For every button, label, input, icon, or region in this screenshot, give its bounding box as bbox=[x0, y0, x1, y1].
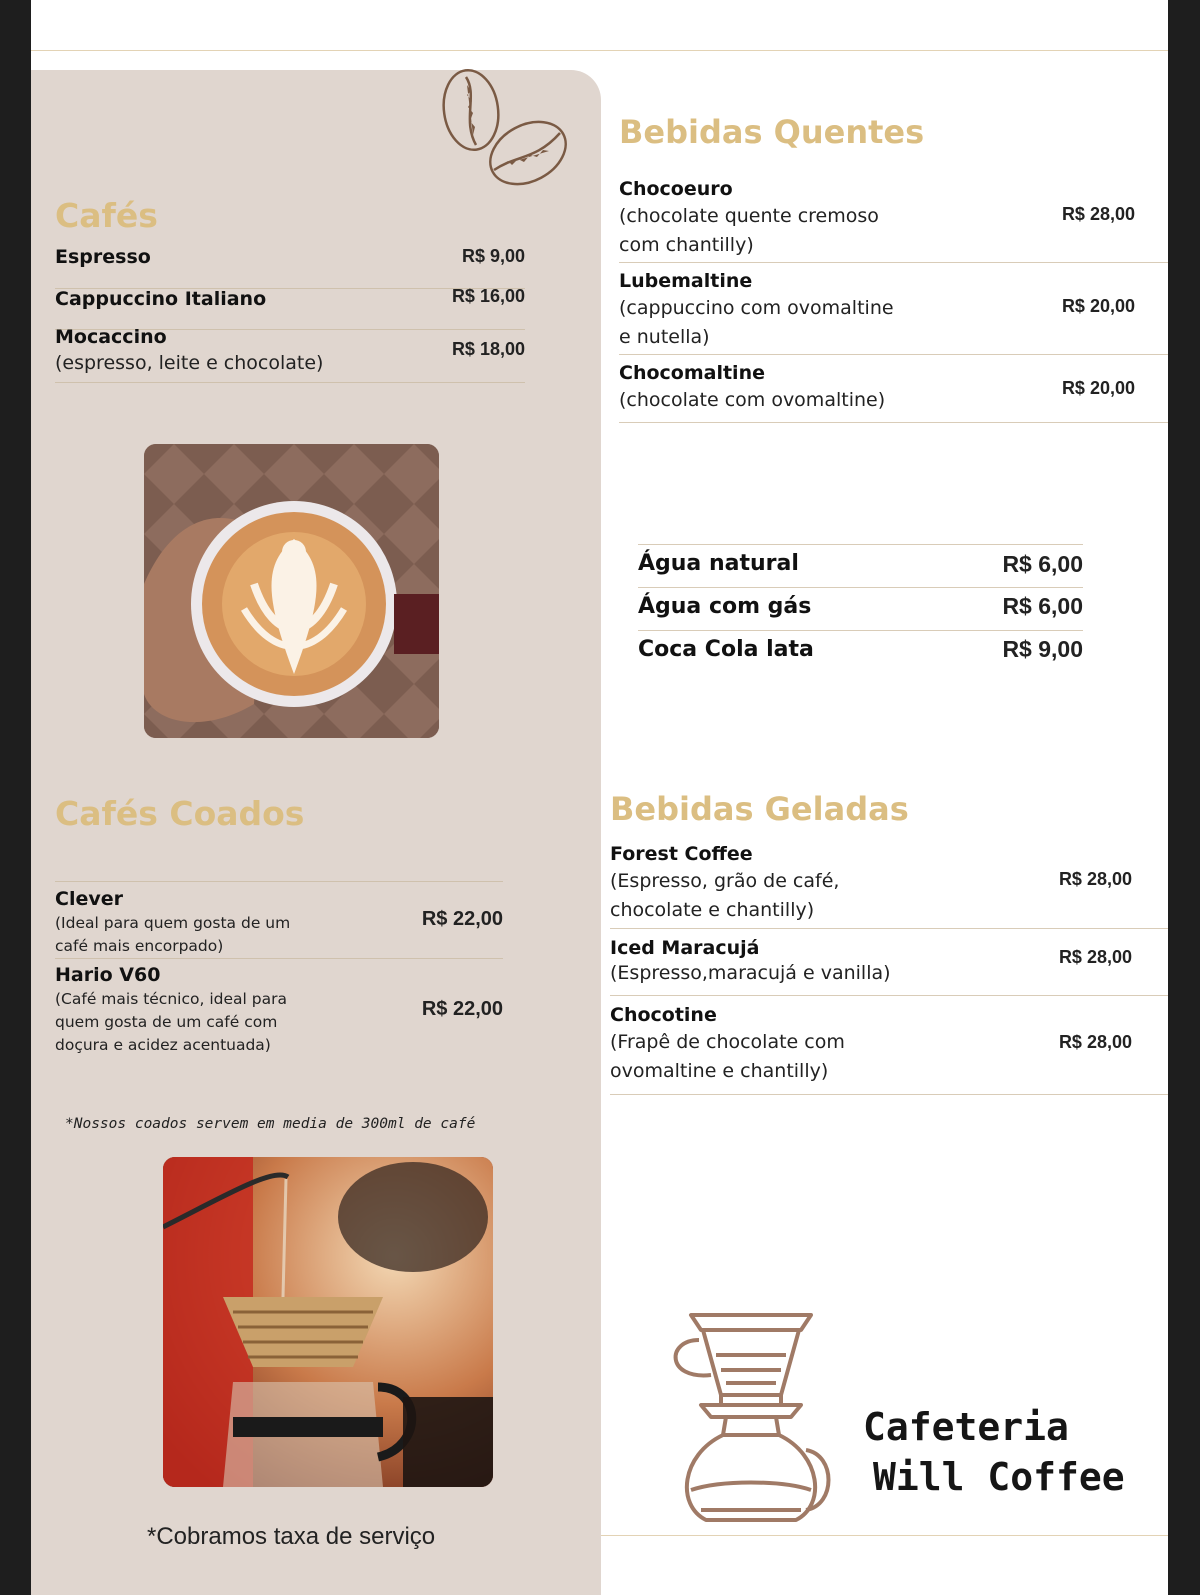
item-description: (Espresso,maracujá e vanilla) bbox=[610, 962, 891, 984]
item-price: R$ 28,00 bbox=[1058, 947, 1132, 967]
list-item bbox=[610, 937, 1168, 996]
brand-line-2: Will Coffee bbox=[873, 1455, 1125, 1499]
item-price: R$ 28,00 bbox=[1058, 869, 1132, 889]
item-name: Chocoeuro bbox=[619, 178, 733, 200]
list-item bbox=[638, 551, 1083, 588]
coados-note: *Nossos coados servem em media de 300ml de café bbox=[65, 1116, 476, 1132]
list-item bbox=[638, 594, 1083, 631]
pour-over-photo bbox=[163, 1157, 493, 1487]
menu-page bbox=[31, 0, 1168, 1595]
item-description: (Café mais técnico, ideal para quem gosta de um café com doçura e acidez acentuada) bbox=[55, 990, 287, 1054]
divider bbox=[638, 544, 1083, 545]
list-item bbox=[55, 288, 525, 330]
bottom-divider bbox=[601, 1535, 1168, 1536]
item-price: R$ 22,00 bbox=[421, 908, 503, 930]
item-price: R$ 28,00 bbox=[1058, 1032, 1132, 1052]
left-panel bbox=[31, 70, 601, 1595]
item-name: Chocotine bbox=[610, 1004, 717, 1026]
item-price: R$ 18,00 bbox=[451, 339, 525, 359]
top-divider bbox=[31, 50, 1168, 51]
list-item bbox=[619, 362, 1168, 423]
quentes-title: Bebidas Quentes bbox=[619, 113, 925, 151]
geladas-title: Bebidas Geladas bbox=[610, 790, 909, 828]
list-item bbox=[55, 886, 503, 959]
list-item bbox=[55, 964, 503, 1060]
item-price: R$ 20,00 bbox=[1061, 378, 1135, 398]
item-name: Espresso bbox=[55, 246, 151, 268]
item-name: Hario V60 bbox=[55, 964, 161, 986]
item-price: R$ 16,00 bbox=[451, 286, 525, 306]
list-item bbox=[610, 1004, 1168, 1095]
item-name: Água com gás bbox=[638, 594, 812, 619]
item-name: Coca Cola lata bbox=[638, 637, 814, 662]
service-fee-note: *Cobramos taxa de serviço bbox=[147, 1523, 436, 1550]
item-price: R$ 6,00 bbox=[1002, 593, 1083, 619]
item-price: R$ 22,00 bbox=[421, 998, 503, 1020]
item-description: (chocolate quente cremoso com chantilly) bbox=[619, 205, 879, 256]
item-description: (chocolate com ovomaltine) bbox=[619, 389, 886, 411]
item-price: R$ 20,00 bbox=[1061, 296, 1135, 316]
item-name: Lubemaltine bbox=[619, 270, 753, 292]
brand-name bbox=[863, 1402, 1125, 1502]
item-name: Mocaccino bbox=[55, 326, 167, 348]
list-item bbox=[619, 178, 1168, 263]
list-item bbox=[619, 270, 1168, 355]
list-item bbox=[610, 843, 1168, 929]
item-name: Clever bbox=[55, 888, 123, 910]
brand-line-1: Cafeteria bbox=[863, 1405, 1069, 1449]
list-item bbox=[55, 326, 525, 383]
item-description: (Frapê de chocolate com ovomaltine e chantilly) bbox=[610, 1031, 845, 1082]
item-price: R$ 9,00 bbox=[461, 246, 525, 266]
list-item bbox=[55, 246, 525, 289]
item-name: Chocomaltine bbox=[619, 362, 765, 384]
cafes-title: Cafés bbox=[55, 196, 158, 235]
coados-title: Cafés Coados bbox=[55, 794, 305, 833]
item-description: (Espresso, grão de café, chocolate e chantilly) bbox=[610, 870, 840, 921]
latte-art-photo bbox=[144, 444, 439, 738]
item-name: Cappuccino Italiano bbox=[55, 288, 267, 310]
divider bbox=[55, 881, 503, 882]
item-description: (cappuccino com ovomaltine e nutella) bbox=[619, 297, 894, 348]
item-price: R$ 28,00 bbox=[1061, 204, 1135, 224]
item-description: (Ideal para quem gosta de um café mais encorpado) bbox=[55, 914, 291, 955]
item-name: Água natural bbox=[638, 551, 799, 576]
item-price: R$ 6,00 bbox=[1002, 551, 1083, 577]
list-item bbox=[638, 637, 1083, 673]
item-price: R$ 9,00 bbox=[1002, 636, 1083, 662]
item-name: Forest Coffee bbox=[610, 843, 753, 865]
coffee-beans-icon bbox=[436, 65, 576, 195]
item-description: (espresso, leite e chocolate) bbox=[55, 352, 324, 374]
item-name: Iced Maracujá bbox=[610, 937, 760, 959]
pour-over-coffee-maker-icon bbox=[661, 1305, 841, 1530]
